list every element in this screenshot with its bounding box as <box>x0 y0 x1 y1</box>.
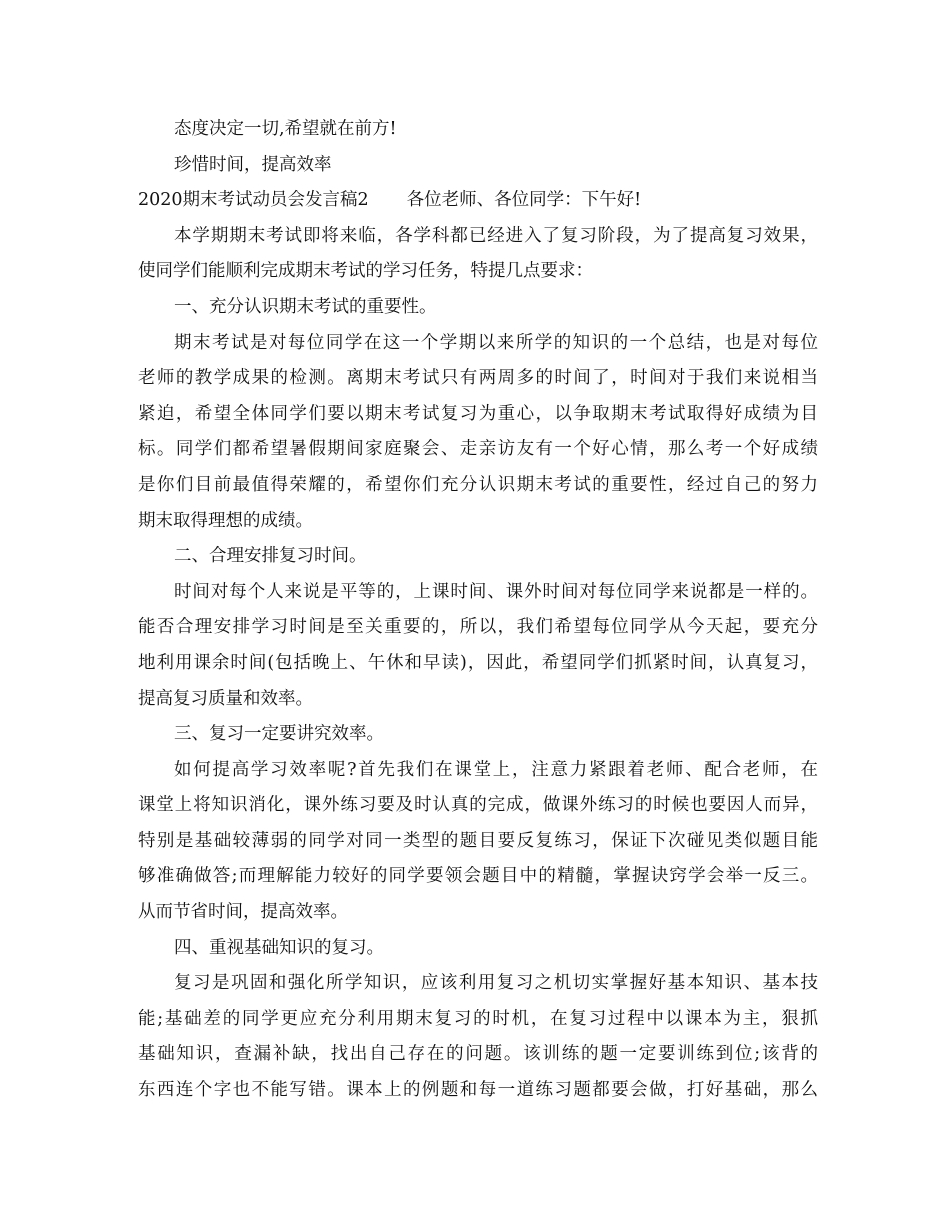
paragraph-line: 能否合理安排学习时间是至关重要的，所以，我们希望每位同学从今天起，要充分 <box>138 617 818 638</box>
paragraph-line: 如何提高学习效率呢?首先我们在课堂上，注意力紧跟着老师、配合老师，在 <box>174 759 818 780</box>
paragraph-line: 标。同学们都希望暑假期间家庭聚会、走亲访友有一个好心情，那么考一个好成绩 <box>138 439 818 460</box>
section-heading: 二、合理安排复习时间。 <box>174 546 367 567</box>
paragraph-line: 地利用课余时间(包括晚上、午休和早读)，因此，希望同学们抓紧时间，认真复习， <box>138 652 818 673</box>
section-heading: 四、重视基础知识的复习。 <box>174 937 384 958</box>
title-line <box>138 183 818 219</box>
paragraph-line: 够准确做答;而理解能力较好的同学要领会题目中的精髓，掌握诀窍学会举一反三。 <box>138 866 818 887</box>
paragraph-line: 特别是基础较薄弱的同学对同一类型的题目要反复练习，保证下次碰见类似题目能 <box>138 830 818 851</box>
paragraph-line: 从而节省时间，提高效率。 <box>138 902 348 923</box>
paragraph-line: 基础知识，查漏补缺，找出自己存在的问题。该训练的题一定要训练到位;该背的 <box>138 1044 818 1065</box>
paragraph-line: 老师的教学成果的检测。离期末考试只有两周多的时间了，时间对于我们来说相当 <box>138 368 818 389</box>
paragraph-line: 时间对每个人来说是平等的，上课时间、课外时间对每位同学来说都是一样的。 <box>174 581 818 602</box>
section-heading: 一、充分认识期末考试的重要性。 <box>174 296 437 317</box>
paragraph-line: 期末考试是对每位同学在这一个学期以来所学的知识的一个总结，也是对每位 <box>174 332 818 353</box>
paragraph-line: 本学期期末考试即将来临，各学科都已经进入了复习阶段，为了提高复习效果， <box>174 225 818 246</box>
paragraph-line: 紧迫，希望全体同学们要以期末考试复习为重心，以争取期末考试取得好成绩为目 <box>138 403 818 424</box>
document-body <box>138 112 818 1109</box>
paragraph-line: 珍惜时间，提高效率 <box>174 154 332 175</box>
paragraph-line: 期末取得理想的成绩。 <box>138 510 313 531</box>
paragraph-line: 态度决定一切,希望就在前方! <box>174 119 397 139</box>
section-heading: 三、复习一定要讲究效率。 <box>174 724 384 745</box>
paragraph-line: 能;基础差的同学更应充分利用期末复习的时机，在复习过程中以课本为主，狠抓 <box>138 1008 818 1029</box>
paragraph-line: 东西连个字也不能写错。课本上的例题和每一道练习题都要会做，打好基础，那么 <box>138 1080 818 1101</box>
paragraph-line: 课堂上将知识消化，课外练习要及时认真的完成，做课外练习的时候也要因人而异， <box>138 795 818 816</box>
greeting: 各位老师、各位同学：下午好! <box>406 190 642 211</box>
paragraph-line: 复习是巩固和强化所学知识，应该利用复习之机切实掌握好基本知识、基本技 <box>174 973 818 994</box>
paragraph-line: 是你们目前最值得荣耀的，希望你们充分认识期末考试的重要性，经过自己的努力 <box>138 474 818 495</box>
paragraph-line: 使同学们能顺利完成期末考试的学习任务，特提几点要求： <box>138 261 593 282</box>
paragraph-line: 提高复习质量和效率。 <box>138 688 313 709</box>
speech-title: 2020期末考试动员会发言稿2 <box>138 190 369 211</box>
